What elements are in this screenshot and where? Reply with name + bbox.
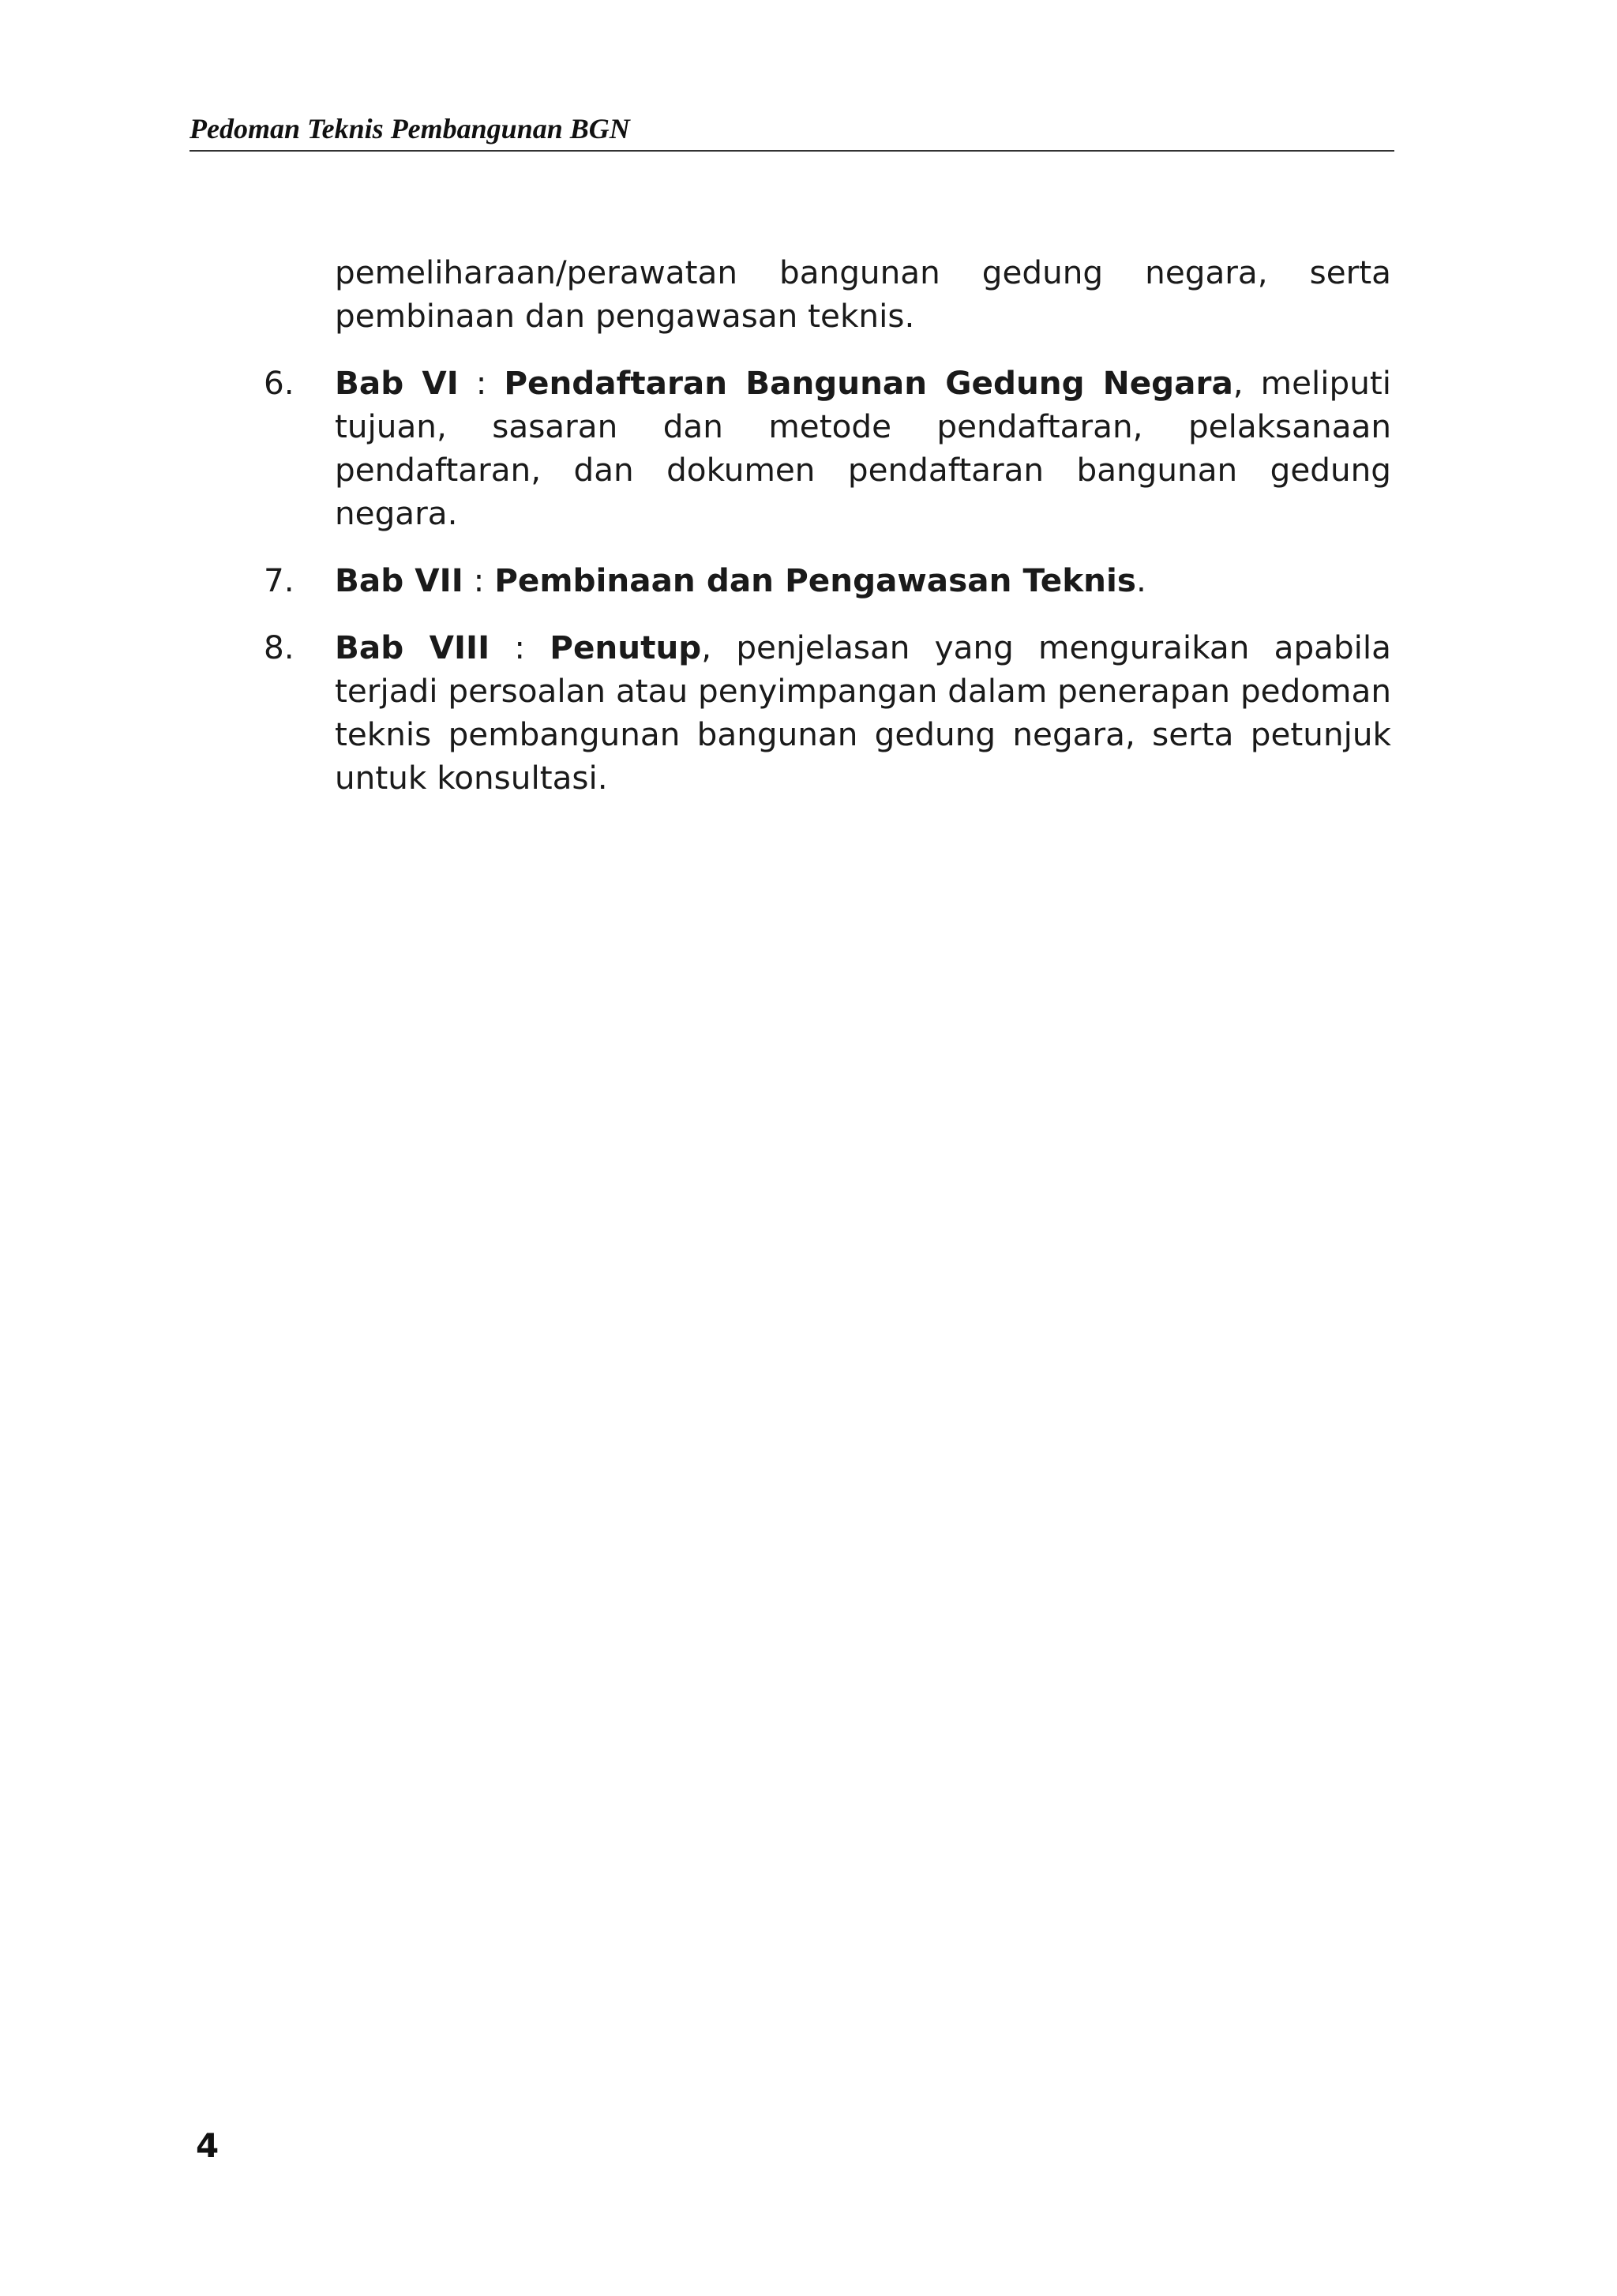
list-item-number: 7. [264,561,295,599]
list-item-text [335,559,1391,602]
continuation-paragraph: pemeliharaan/perawatan bangunan gedung negara, serta pembinaan dan pengawasan teknis. [335,253,1391,335]
list-item-number: 6. [264,364,295,402]
list-item-text [335,362,1391,535]
chapter-title: Pembinaan dan Pengawasan Teknis [494,561,1136,599]
chapter-separator: : [490,628,550,666]
list-item-text [335,626,1391,800]
chapter-separator: : [463,561,495,599]
chapter-description: , penjelasan yang menguraikan apabila terjadi persoalan atau penyimpangan dalam penerapan pedoman teknis pembangunan bangunan gedung negara, serta petunjuk untuk konsultasi. [335,628,1392,797]
chapter-title: Pendaftaran Bangunan Gedung Negara [504,364,1233,402]
chapter-title: Penutup [550,628,702,666]
chapter-label: Bab VII [335,561,463,599]
running-header [189,111,1394,152]
list-item [264,559,1391,602]
chapter-description: , meliputi tujuan, sasaran dan metode pendaftaran, pelaksanaan pendaftaran, dan dokumen pendaftaran bangunan gedung negara. [335,364,1391,532]
list-item [264,362,1391,535]
chapter-label: Bab VIII [335,628,490,666]
list-item-number: 8. [264,628,295,666]
chapter-separator: : [458,364,505,402]
chapter-label: Bab VI [335,364,459,402]
page-number: 4 [196,2126,219,2165]
chapter-description: . [1135,561,1146,599]
document-body [264,251,1391,823]
running-header-title: Pedoman Teknis Pembangunan BGN [189,113,630,144]
list-item [264,626,1391,800]
